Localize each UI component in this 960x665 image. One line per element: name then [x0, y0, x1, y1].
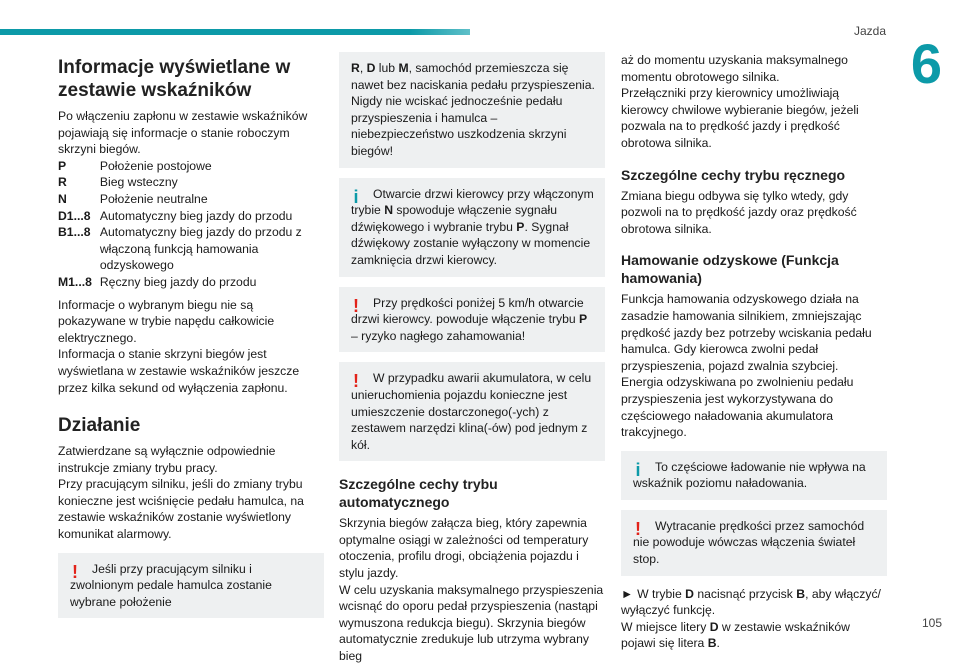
- warning-box: [339, 287, 605, 353]
- paragraph: aż do momentu uzyskania maksymalnego momentu obrotowego silnika.: [621, 53, 848, 84]
- paragraph: W miejsce litery D w zestawie wskaźników pojawi się litera B.: [621, 619, 850, 651]
- paragraph: Informacja o stanie skrzyni biegów jest wyświetlana w zestawie wskaźników jeszcze przez kilka sekund od wyłączenia zapłonu.: [58, 347, 300, 395]
- legend-key: P: [58, 158, 67, 173]
- warning-text: Wytracanie prędkości przez samochód nie powoduje wówczas włączenia świateł stop.: [633, 518, 865, 567]
- gear-legend: [58, 158, 324, 291]
- page-number: 105: [921, 616, 942, 630]
- paragraph: Przy pracującym silniku, jeśli do zmiany trybu konieczne jest wciśnięcie pedału hamulca, na zestawie wskaźników zostanie wyświetlony komunikat alarmowy.: [58, 477, 304, 542]
- warning-text: Przy prędkości poniżej 5 km/h otwarcie drzwi kierowcy. powoduje włączenie trybu P – ryzyko nagłego zahamowania!: [351, 295, 588, 343]
- paragraph: Zmiana biegu odbywa się tylko wtedy, gdy pozwoli na to prędkość jazdy oraz prędkość obrotowa silnika.: [621, 188, 857, 236]
- info-text: To częściowe ładowanie nie wpływa na wskaźnik poziomu naładowania.: [633, 459, 866, 491]
- legend-row: [58, 274, 324, 291]
- warning-box: [621, 510, 887, 576]
- warning-box-continued: [339, 52, 605, 168]
- legend-key: B1...8: [58, 225, 91, 240]
- warning-text: Jeśli przy pracującym silniku i zwolnionym pedale hamulca zostanie wybrane położenie: [70, 561, 272, 609]
- step-instruction: ► W trybie D nacisnąć przycisk B, aby włączyć/ wyłączyć funkcję.: [621, 586, 881, 618]
- legend-value: Ręczny bieg jazdy do przodu: [99, 274, 257, 289]
- column-2: [339, 52, 605, 665]
- warning-text: W przypadku awarii akumulatora, w celu unieruchomienia pojazdu konieczne jest umieszczenie dostarczonego(-ych) z zestawem narzędzi klina(-ów) pod jednym z kół.: [351, 371, 592, 452]
- paragraph: Zatwierdzane są wyłącznie odpowiednie instrukcje zmiany trybu pracy.: [58, 444, 276, 475]
- info-box: [621, 451, 887, 500]
- legend-key: D1...8: [58, 208, 91, 223]
- paragraph: Informacje o wybranym biegu nie są pokazywane w trybie napędu całkowicie elektrycznego.: [58, 297, 275, 345]
- paragraph: Przełączniki przy kierownicy umożliwiają kierowcy chwilowe wybieranie biegów, jeżeli pozwala na to prędkość jazdy i prędkość obrotowa silnika.: [621, 86, 859, 150]
- legend-key: N: [58, 191, 67, 206]
- legend-row: [58, 224, 324, 274]
- warning-text: Nigdy nie wciskać jednocześnie pedału przyspieszenia i hamulca – niebezpieczeństwo uszkodzenia skrzyni biegów!: [351, 94, 567, 158]
- paragraph: Funkcja hamowania odzyskowego działa na zasadzie hamowania silnikiem, zmniejszając prędkość jazdy bez potrzeby wciskania pedału hamulca. Gdy kierowca zwolni pedał przyspieszenia, pojazd zwalnia szybciej.: [621, 292, 872, 373]
- legend-row: [58, 158, 324, 175]
- info-box: [339, 178, 605, 277]
- legend-value: Bieg wsteczny: [99, 175, 178, 190]
- info-icon: i: [353, 186, 359, 207]
- legend-value: Automatyczny bieg jazdy do przodu z włączoną funkcją hamowania odzyskowego: [99, 225, 302, 273]
- legend-value: Położenie postojowe: [99, 158, 212, 173]
- warning-icon: !: [635, 518, 641, 539]
- heading-automatic-mode: Szczególne cechy trybu automatycznego: [339, 476, 498, 511]
- paragraph: Energia odzyskiwana po zwolnieniu pedału przyspieszenia jest wykorzystywana do częściowego naładowania akumulatora trakcyjnego.: [621, 375, 854, 440]
- arrow-icon: ►: [621, 586, 634, 601]
- warning-icon: !: [353, 295, 359, 316]
- legend-key: M1...8: [58, 274, 92, 289]
- warning-text: R, D lub M, samochód przemieszcza się nawet bez naciskania pedału przyspieszenia.: [351, 61, 595, 92]
- legend-row: [58, 174, 324, 191]
- warning-icon: !: [72, 561, 78, 582]
- heading-operation: Działanie: [58, 415, 141, 437]
- legend-row: [58, 208, 324, 225]
- paragraph: W celu uzyskania maksymalnego przyspieszenia wcisnąć do oporu pedał przyspieszenia (nastąpi wymuszona redukcja biegu). Skrzynia biegów automatycznie zredukuje lub utrzyma wybrany bieg: [339, 582, 604, 664]
- warning-box: [339, 362, 605, 461]
- column-1: [58, 56, 324, 628]
- heading-display-info: Informacje wyświetlane w zestawie wskaźników: [58, 57, 291, 101]
- section-title: Jazda: [853, 24, 886, 38]
- heading-regenerative-braking: Hamowanie odzyskowe (Funkcja hamowania): [621, 252, 839, 287]
- info-icon: i: [635, 459, 641, 480]
- column-3: [621, 52, 887, 652]
- warning-icon: !: [353, 371, 359, 392]
- warning-box: [58, 553, 324, 619]
- legend-key: R: [58, 175, 67, 190]
- info-text: Otwarcie drzwi kierowcy przy włączonym trybie N spowoduje włączenie sygnału dźwiękowego i wybranie trybu P. Sygnał dźwiękowy zostanie wyłączony w momencie zamknięcia drzwi kierowcy.: [351, 186, 594, 267]
- header-accent-bar: [0, 29, 470, 35]
- legend-value: Położenie neutralne: [99, 191, 208, 206]
- legend-row: [58, 191, 324, 208]
- paragraph: Skrzynia biegów załącza bieg, który zapewnia optymalne osiągi w zależności od temperatury otoczenia, profilu drogi, obciążenia pojazdu i stylu jazdy.: [339, 516, 589, 581]
- legend-value: Automatyczny bieg jazdy do przodu: [99, 208, 293, 223]
- heading-manual-mode: Szczególne cechy trybu ręcznego: [621, 166, 846, 183]
- chapter-number: 6: [910, 32, 942, 95]
- paragraph: Po włączeniu zapłonu w zestawie wskaźników pojawiają się informacje o stanie roboczym skrzyni biegów.: [58, 109, 308, 157]
